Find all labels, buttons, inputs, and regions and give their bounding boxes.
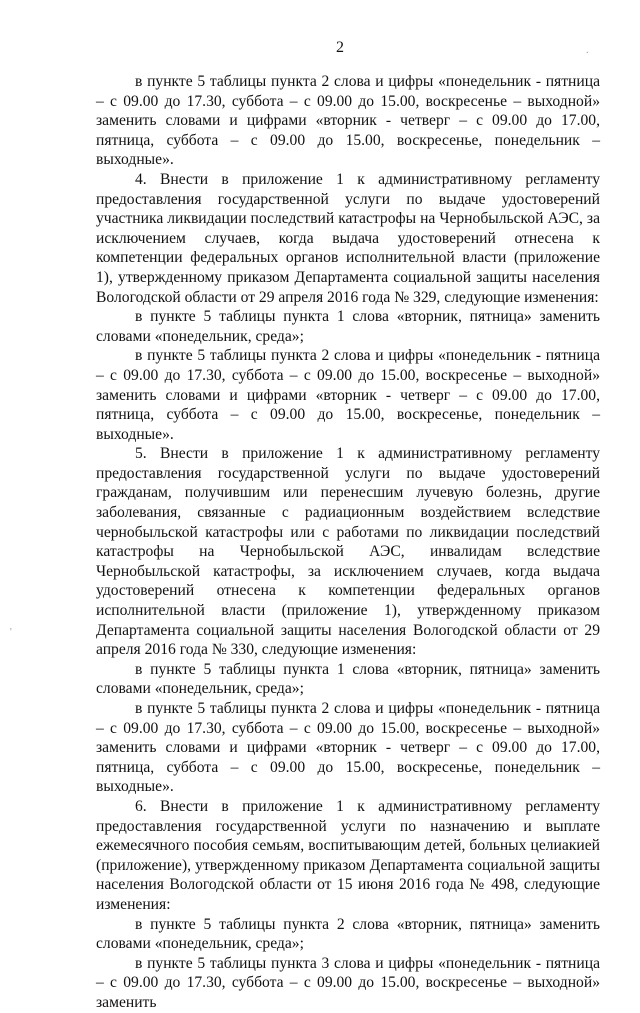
page-number: 2 xyxy=(336,39,344,56)
paragraph-4: в пункте 5 таблицы пункта 2 слова и цифры «понедельник - пятница – с 09.00 до 17.30, суббота – с 09.00 до 15.00, воскресенье – выходной» заменить словами и цифрами «вторник - четверг – с 09.00 до 17.00, пятница, суббота – с 09.00 до 15.00, воскресенье, понедельник – выходные». xyxy=(96,347,600,443)
paragraph-7: в пункте 5 таблицы пункта 2 слова и цифры «понедельник - пятница – с 09.00 до 17.30, суббота – с 09.00 до 15.00, воскресенье – выходной» заменить словами и цифрами «вторник - четверг – с 09.00 до 17.00, пятница, суббота – с 09.00 до 15.00, воскресенье, понедельник – выходные». xyxy=(96,700,600,796)
paragraph-8: 6. Внести в приложение 1 к административному регламенту предоставления государственной услуги по назначению и выплате ежемесячного пособия семьям, воспитывающим детей, больных целиакией (приложение), утвержденному приказом Департамента социальной защиты населения Вологодской области от 15 июня 2016 года № 498, следующие изменения: xyxy=(96,797,600,913)
paragraph-1: в пункте 5 таблицы пункта 2 слова и цифры «понедельник - пятница – с 09.00 до 17.30, суббота – с 09.00 до 15.00, воскресенье – выходной» заменить словами и цифрами «вторник - четверг – с 09.00 до 17.00, пятница, суббота – с 09.00 до 15.00, воскресенье, понедельник – выходные». xyxy=(96,73,600,169)
paragraph-10: в пункте 5 таблицы пункта 3 слова и цифры «понедельник - пятница – с 09.00 до 17.30, суббота – с 09.00 до 15.00, воскресенье – выходной» заменить xyxy=(96,954,600,1011)
paragraph-3: в пункте 5 таблицы пункта 1 слова «вторник, пятница» заменить словами «понедельник, среда»; xyxy=(96,308,600,345)
scan-mark: . xyxy=(586,45,589,56)
scan-mark: ' xyxy=(10,627,12,638)
paragraph-9: в пункте 5 таблицы пункта 2 слова «вторник, пятница» заменить словами «понедельник, среда»; xyxy=(96,915,600,953)
document-body xyxy=(96,72,600,1013)
paragraph-5: 5. Внести в приложение 1 к административному регламенту предоставления государственной услуги по выдаче удостоверений гражданам, получившим или перенесшим лучевую болезнь, другие заболевания, связанные с радиационным воздействием вследствие чернобыльской катастрофы или с работами по ликвидации последствий катастрофы на Чернобыльской АЭС, инвалидам вследствие Чернобыльской катастрофы, за исключением случаев, когда выдача удостоверений отнесена к компетенции федеральных органов исполнительной власти (приложение 1), утвержденному приказом Департамента социальной защиты населения Вологодской области от 29 апреля 2016 года № 330, следующие изменения: xyxy=(96,445,600,659)
paragraph-6: в пункте 5 таблицы пункта 1 слова «вторник, пятница» заменить словами «понедельник, среда»; xyxy=(96,660,600,698)
paragraph-2: 4. Внести в приложение 1 к административному регламенту предоставления государственной услуги по выдаче удостоверений участника ликвидации последствий катастрофы на Чернобыльской АЭС, за исключением случаев, когда выдача удостоверений отнесена к компетенции федеральных органов исполнительной власти (приложение 1), утвержденному приказом Департамента социальной защиты населения Вологодской области от 29 апреля 2016 года № 329, следующие изменения: xyxy=(96,170,600,306)
